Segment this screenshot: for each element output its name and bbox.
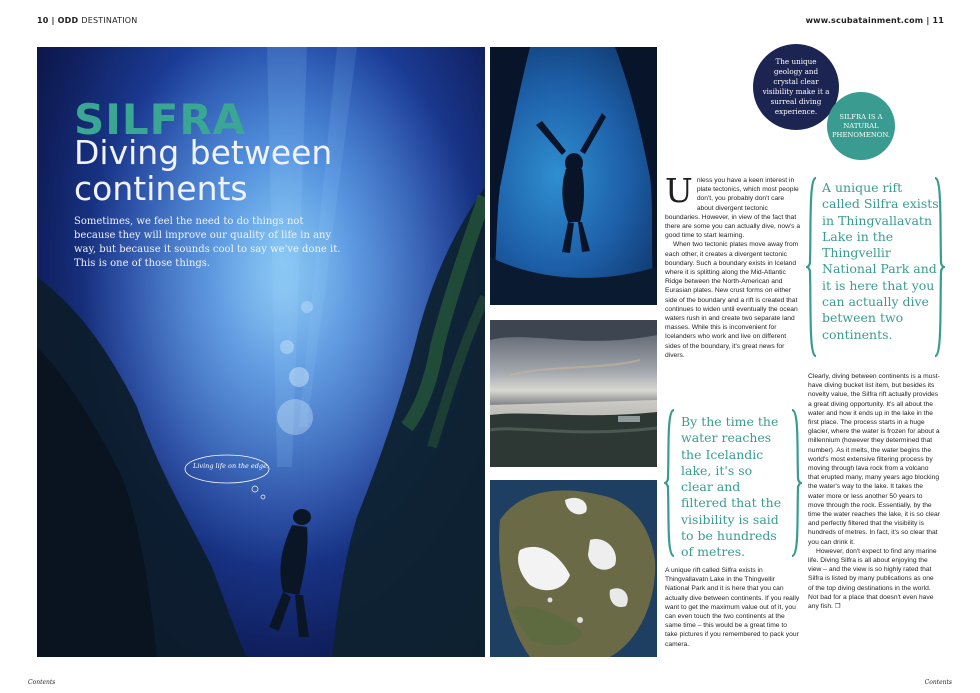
pull-quote-1: A unique rift called Silfra exists in Thingvallavatn Lake in the Thingvellir National Park and it is here that you can actually dive between two continents. (822, 180, 939, 342)
body-column-1-bottom (665, 566, 801, 649)
paragraph-4: Clearly, diving between continents is a must-have diving bucket list item, but besides its novelty value, the Silfra rift actually provides a great diving opportunity. It's all about the water and how it ends up in the lake in the first place. The process starts in a huge glacier, where the water is frozen for about a millennium (however they determined that number). As it melts, the water begins the world's most extensive filtering process by moving through lava rock from a volcano that erupted many, many years ago blocking the water's way to the lake. It takes the water more or less another 50 years to move through the rock. Essentially, by the time the water reaches the lake, it is so clear and perfectly filtered that the visibility is hundreds of metres. In fact, it's so clear that you can drink it. (808, 373, 940, 546)
body-column-1 (665, 171, 801, 360)
speech-bubble-text: Living life on the edge. (193, 462, 269, 470)
article-subtitle: Diving between continents (74, 133, 333, 208)
paragraph-5: However, don't expect to find any marine life. Diving Silfra is all about enjoying the view – and the view is so highly rated that Silfra is listed by many publications as one of the top diving destinations in the world. Not bad for a place that doesn't even have any fish. ❐ (808, 547, 937, 611)
hero-photo-silfra-fissure (37, 47, 485, 657)
callout-circle-teal: SILFRA IS A NATURAL PHENOMENON. (827, 92, 895, 160)
photo-satellite-art (490, 480, 657, 657)
photo-iceland-satellite (490, 480, 657, 657)
magazine-brand: ODD (57, 16, 79, 25)
article-title: SILFRA (74, 95, 247, 144)
right-page-number: 11 (932, 16, 944, 25)
pull-quote-1-brace-left (806, 176, 818, 358)
photo-diver-art (490, 47, 657, 305)
pull-quote-2-brace-right (790, 408, 802, 558)
body-column-2 (808, 372, 940, 611)
website-link[interactable]: www.scubatainment.com (805, 16, 924, 25)
section-label: DESTINATION (81, 16, 138, 25)
paragraph-1: nless you have a keen interest in plate tectonics, which most people don't, you probably don't care about divergent tectonic boundaries. However, in view of the fact that there are some you can actually dive, now's a good time to start learning. (665, 177, 801, 240)
article-deck: Sometimes, we feel the need to do things not because they will improve our quality of life in any way, but because it sounds cool to say we've done it. This is one of those things. (74, 216, 341, 269)
contents-link-left[interactable]: Contents (28, 679, 56, 686)
contents-link-right[interactable]: Contents (924, 679, 952, 686)
paragraph-3: A unique rift called Silfra exists in Thingvallavatn Lake in the Thingvellir National Park and it is here that you can actually dive between continents. If you really want to get the maximum value out of it, you can even touch the two continents at the same time – this would be a great time to take pictures if you remembered to pack your camera. (665, 567, 800, 648)
left-page-number: 10 (37, 16, 49, 25)
callout-circle-navy: The unique geology and crystal clear visibility make it a surreal diving experience. (753, 44, 839, 130)
paragraph-2: When two tectonic plates move away from each other, it creates a divergent tectonic boundary. Such a boundary exists in Iceland where it is splitting along the Mid-Atlantic Ridge between the North-American and Eurasian plates. New crust forms on either side of the boundary and a rift is created that continues to widen until eventually the ocean waters rush in and create two separate land masses. While this is inconvenient for Icelanders who work and live on different sides of the boundary, it's great news for divers. (665, 241, 799, 359)
photo-lake-sunset (490, 320, 657, 467)
drop-cap: U (665, 171, 693, 210)
photo-sunset-art (490, 320, 657, 467)
pull-quote-2-brace-left (664, 408, 676, 558)
pull-quote-2: By the time the water reaches the Icelandic lake, it's so clear and filtered that the visibility is said to be hundreds of metres. (681, 414, 782, 560)
left-running-head (37, 16, 137, 25)
separator: | (51, 16, 58, 25)
photo-diver-from-below (490, 47, 657, 305)
diver-silhouette-small (536, 113, 606, 253)
end-mark-icon: ❐ (834, 603, 841, 611)
right-running-head: www.scubatainment.com | 11 (805, 16, 944, 25)
